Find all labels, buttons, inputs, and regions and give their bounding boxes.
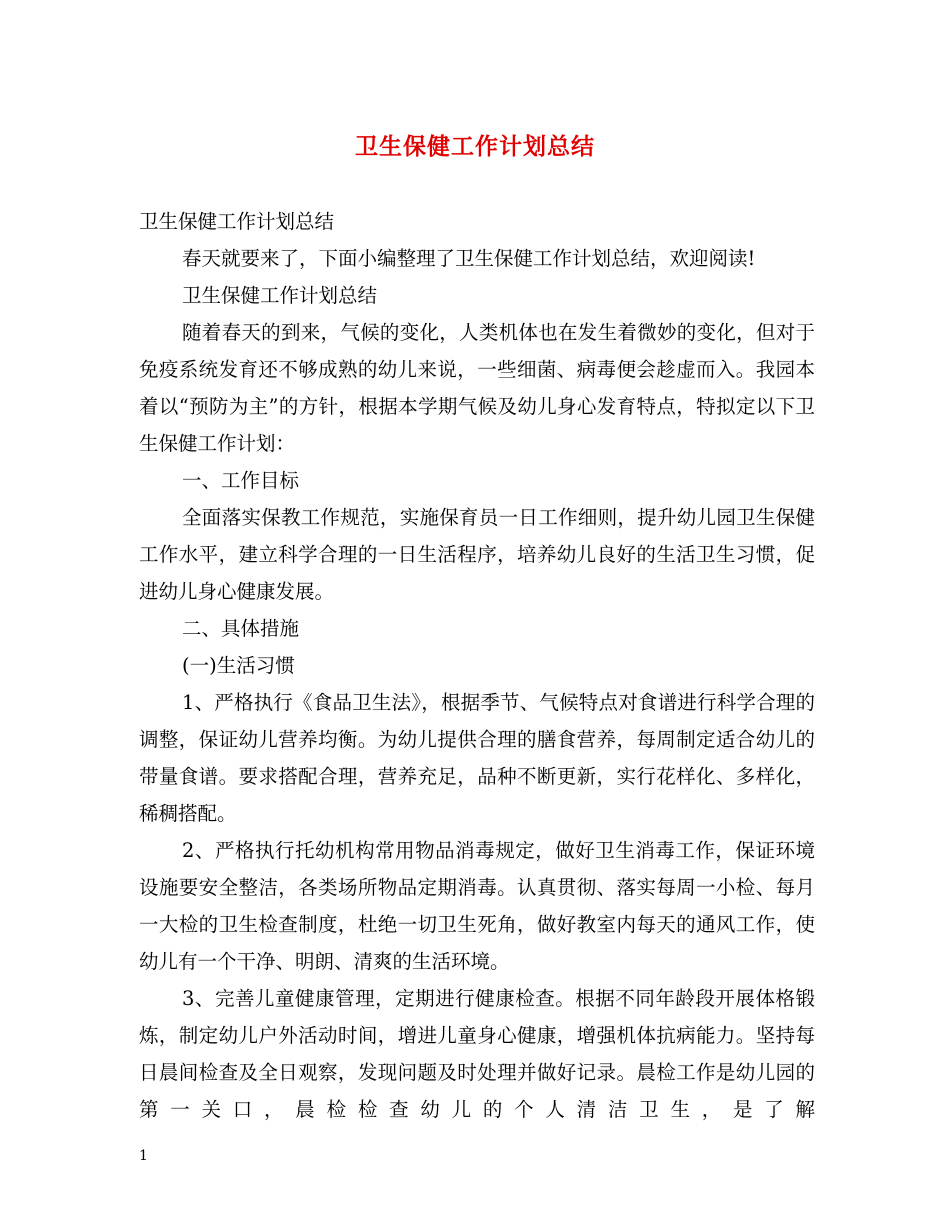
paragraph-measure-1: 1、严格执行《食品卫生法》，根据季节、气候特点对食谱进行科学合理的调整，保证幼儿营养均衡。为幼儿提供合理的膳食营养，每周制定适合幼儿的带量食谱。要求搭配合理，营养充足，品种不断更新，实行花样化、多样化，稀稠搭配。	[139, 691, 815, 825]
paragraph-heading: 卫生保健工作计划总结	[139, 210, 335, 233]
section-heading-goals: 一、工作目标	[182, 469, 300, 492]
document-body	[139, 203, 815, 1128]
subsection-heading-habits: (一)生活习惯	[182, 654, 295, 677]
paragraph-background: 随着春天的到来，气候的变化，人类机体也在发生着微妙的变化，但对于免疫系统发育还不够成熟的幼儿来说，一些细菌、病毒便会趁虚而入。我园本着以“预防为主”的方针，根据本学期气候及幼儿身心发育特点，特拟定以下卫生保健工作计划：	[139, 321, 815, 455]
section-heading-measures: 二、具体措施	[182, 617, 300, 640]
paragraph-measure-3: 3、完善儿童健康管理，定期进行健康检查。根据不同年龄段开展体格锻炼，制定幼儿户外活动时间，增进儿童身心健康，增强机体抗病能力。坚持每日晨间检查及全日观察，发现问题及时处理并做好记录。晨检工作是幼儿园的第一关口，晨检检查幼儿的个人清洁卫生，是了解	[139, 987, 815, 1121]
document-title: 卫生保健工作计划总结	[355, 133, 595, 160]
paragraph-measure-2: 2、严格执行托幼机构常用物品消毒规定，做好卫生消毒工作，保证环境设施要安全整洁，各类场所物品定期消毒。认真贯彻、落实每周一小检、每月一大检的卫生检查制度，杜绝一切卫生死角，做好教室内每天的通风工作，使幼儿有一个干净、明朗、清爽的生活环境。	[139, 839, 815, 973]
page-number: 1	[139, 1148, 148, 1164]
paragraph-goals: 全面落实保教工作规范，实施保育员一日工作细则，提升幼儿园卫生保健工作水平，建立科学合理的一日生活程序，培养幼儿良好的生活卫生习惯，促进幼儿身心健康发展。	[139, 506, 815, 603]
paragraph-intro: 春天就要来了，下面小编整理了卫生保健工作计划总结，欢迎阅读!	[182, 247, 756, 270]
paragraph-subheading: 卫生保健工作计划总结	[182, 284, 378, 307]
